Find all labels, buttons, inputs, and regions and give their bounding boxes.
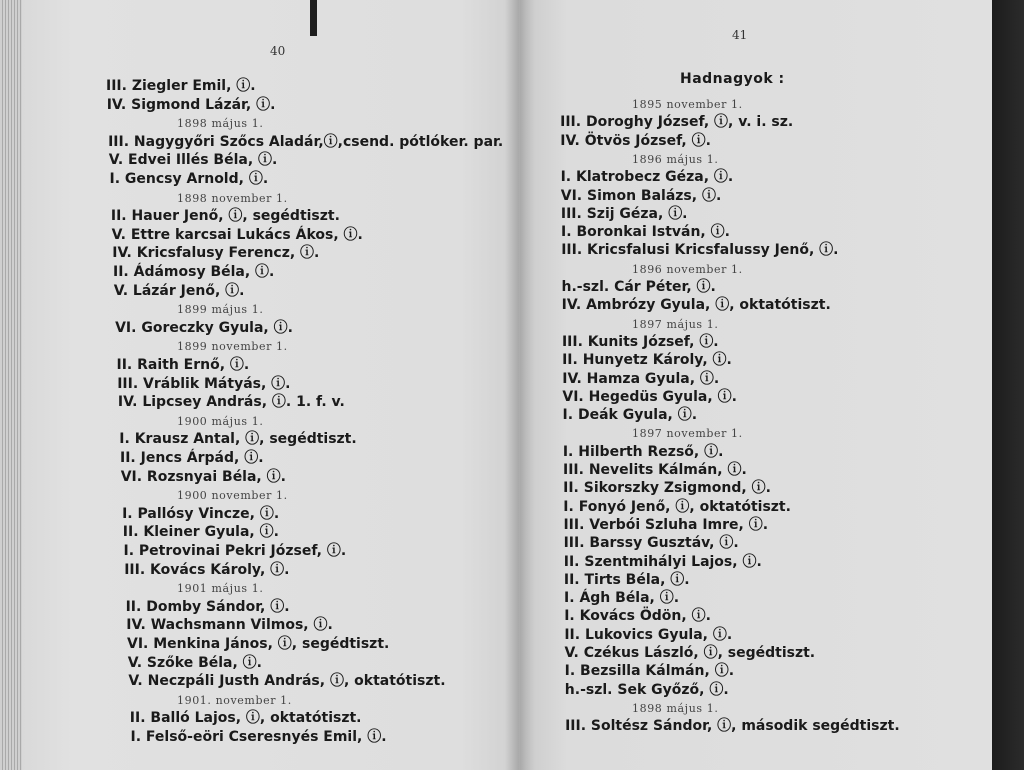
left-page xyxy=(22,0,520,770)
officer-entry: IV. Lipcsey András, ⓘ. 1. f. v. xyxy=(117,394,345,411)
promotion-date: 1900 november 1. xyxy=(177,489,288,503)
officer-entry: I. Gencsy Arnold, ⓘ. xyxy=(109,171,269,187)
officer-entry: VI. Rozsnyai Béla, ⓘ. xyxy=(120,468,286,485)
officer-entry: III. Doroghy József, ⓘ, v. i. sz. xyxy=(560,114,794,131)
officer-entry: V. Neczpáli Justh András, ⓘ, oktatótiszt. xyxy=(128,673,446,690)
officer-entry: I. Petrovinai Pekri József, ⓘ. xyxy=(123,543,347,559)
officer-entry: IV. Ötvös József, ⓘ. xyxy=(560,132,711,149)
officer-entry: III. Kricsfalusi Kricsfalussy Jenő, ⓘ. xyxy=(561,242,839,259)
promotion-date: 1896 november 1. xyxy=(632,262,743,276)
officer-entry: I. Felső-eöri Cseresnyés Emil, ⓘ. xyxy=(130,729,387,745)
officer-entry: I. Ágh Béla, ⓘ. xyxy=(564,590,680,607)
officer-entry: II. Hunyetz Károly, ⓘ. xyxy=(562,352,732,369)
officer-entry: III. Szij Géza, ⓘ. xyxy=(560,205,688,222)
officer-entry: III. Nagygyőri Szőcs Aladár,ⓘ,csend. pótlóker. par. xyxy=(108,133,504,150)
officer-entry: VI. Menkina János, ⓘ, segédtiszt. xyxy=(127,636,390,652)
officer-entry: III. Vráblik Mátyás, ⓘ. xyxy=(117,375,291,392)
officer-entry: V. Edvei Illés Béla, ⓘ. xyxy=(108,152,278,169)
officer-entry: IV. Sigmond Lázár, ⓘ. xyxy=(106,96,276,113)
officer-entry: II. Lukovics Gyula, ⓘ. xyxy=(564,626,733,643)
promotion-date: 1897 november 1. xyxy=(632,427,743,441)
officer-entry: III. Kovács Károly, ⓘ. xyxy=(124,561,290,578)
officer-entry: V. Lázár Jenő, ⓘ. xyxy=(113,282,245,299)
page-number-right: 41 xyxy=(732,28,748,42)
officer-entry: I. Deák Gyula, ⓘ. xyxy=(562,407,698,424)
officer-entry: I. Fonyó Jenő, ⓘ, oktatótiszt. xyxy=(563,498,791,515)
officer-entry: III. Kunits József, ⓘ. xyxy=(561,333,719,350)
book-cover-edge-right xyxy=(992,0,1024,770)
promotion-date: 1901 május 1. xyxy=(177,582,264,596)
officer-entry: II. Balló Lajos, ⓘ, oktatótiszt. xyxy=(129,710,362,727)
bookmark-ribbon xyxy=(310,0,317,36)
officer-entry: VI. Simon Balázs, ⓘ. xyxy=(560,187,722,204)
officer-entry: II. Kleiner Gyula, ⓘ. xyxy=(122,524,279,541)
promotion-date: 1898 május 1. xyxy=(632,701,719,715)
officer-entry: I. Klatrobecz Géza, ⓘ. xyxy=(560,169,734,186)
officer-entry: II. Szentmihályi Lajos, ⓘ. xyxy=(563,553,762,570)
promotion-date: 1901. november 1. xyxy=(177,693,292,707)
officer-entry: IV. Kricsfalusy Ferencz, ⓘ. xyxy=(112,245,320,262)
officer-entry: h.-szl. Cár Péter, ⓘ. xyxy=(561,279,716,295)
officer-entry: II. Jencs Árpád, ⓘ. xyxy=(120,450,264,466)
officer-entry: V. Czékus László, ⓘ, segédtiszt. xyxy=(564,645,816,661)
officer-entry: III. Nevelits Kálmán, ⓘ. xyxy=(563,462,747,478)
officer-entry: II. Raith Ernő, ⓘ. xyxy=(116,357,250,373)
promotion-date: 1898 november 1. xyxy=(177,191,288,205)
officer-entry: h.-szl. Sek Győző, ⓘ. xyxy=(564,681,729,698)
officer-entry: I. Hilberth Rezső, ⓘ. xyxy=(562,443,724,460)
officer-entry: III. Verbói Szluha Imre, ⓘ. xyxy=(563,516,769,533)
section-heading: Hadnagyok : xyxy=(680,71,785,87)
officer-entry: I. Pallósy Vincze, ⓘ. xyxy=(122,505,280,522)
book-gutter xyxy=(505,0,535,770)
promotion-date: 1899 május 1. xyxy=(177,303,264,317)
officer-entry: III. Soltész Sándor, ⓘ, második segédtiszt. xyxy=(565,718,900,735)
promotion-date: 1899 november 1. xyxy=(177,340,288,354)
officer-entry: V. Szőke Béla, ⓘ. xyxy=(127,654,262,671)
promotion-date: 1898 május 1. xyxy=(177,117,264,131)
promotion-date: 1896 május 1. xyxy=(632,152,719,166)
officer-entry: III. Barssy Gusztáv, ⓘ. xyxy=(563,535,739,552)
officer-entry: II. Sikorszky Zsigmond, ⓘ. xyxy=(563,480,771,497)
promotion-date: 1897 május 1. xyxy=(632,317,719,331)
officer-entry: I. Boronkai István, ⓘ. xyxy=(561,224,730,241)
promotion-date: 1895 november 1. xyxy=(632,98,743,111)
officer-entry: I. Kovács Ödön, ⓘ. xyxy=(564,608,711,625)
page-stack-edge-left xyxy=(0,0,22,770)
officer-entry: III. Ziegler Emil, ⓘ. xyxy=(106,78,256,94)
officer-entry: IV. Ambrózy Gyula, ⓘ, oktatótiszt. xyxy=(561,297,831,314)
officer-entry: IV. Wachsmann Vilmos, ⓘ. xyxy=(126,617,333,634)
officer-entry: VI. Hegedüs Gyula, ⓘ. xyxy=(562,388,737,405)
officer-entry: II. Ádámosy Béla, ⓘ. xyxy=(113,264,275,280)
officer-entry: II. Tirts Béla, ⓘ. xyxy=(563,571,690,588)
officer-entry: I. Bezsilla Kálmán, ⓘ. xyxy=(564,663,735,680)
officer-entry: II. Domby Sándor, ⓘ. xyxy=(125,598,290,615)
officer-entry: IV. Hamza Gyula, ⓘ. xyxy=(562,370,720,387)
officer-entry: V. Ettre karcsai Lukács Ákos, ⓘ. xyxy=(111,226,363,243)
officer-entry: II. Hauer Jenő, ⓘ, segédtiszt. xyxy=(110,208,340,225)
officer-entry: VI. Goreczky Gyula, ⓘ. xyxy=(115,319,293,336)
right-page xyxy=(520,0,992,770)
officer-entry: I. Krausz Antal, ⓘ, segédtiszt. xyxy=(119,431,357,448)
page-number-left: 40 xyxy=(270,44,286,58)
promotion-date: 1900 május 1. xyxy=(177,414,264,428)
